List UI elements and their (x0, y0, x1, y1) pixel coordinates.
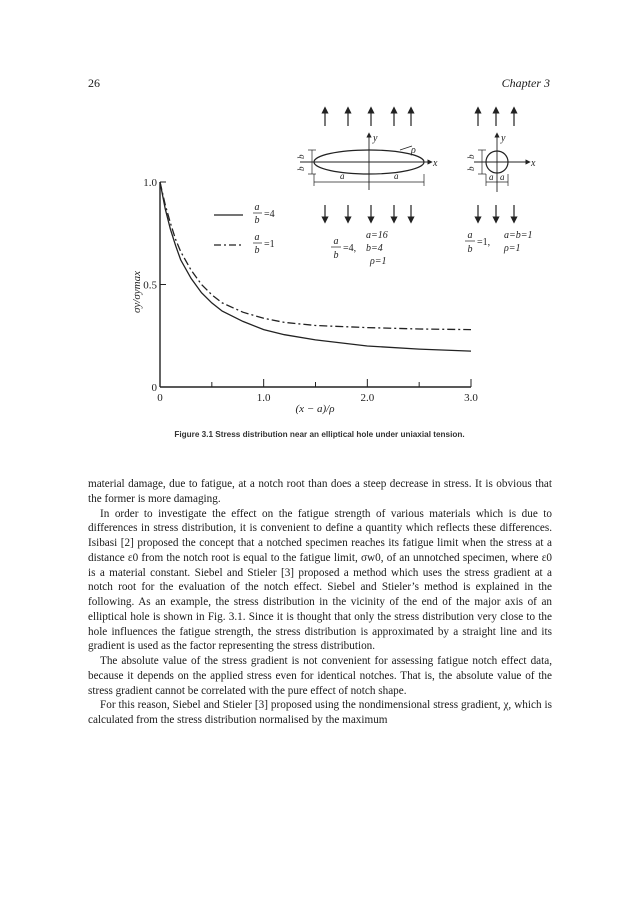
circle-tension-arrows-top (478, 110, 514, 126)
ellipse-param-rho: ρ=1 (370, 256, 387, 267)
legend-1-num: a (254, 202, 260, 213)
x-tick-label: 0 (157, 392, 163, 404)
circle-param-ab: a=b=1 (504, 230, 533, 241)
ellipse-rho-label: ρ (411, 145, 416, 156)
series-line-a-b-1 (160, 182, 471, 330)
body-text (88, 477, 552, 728)
y-tick-label: 0 (151, 382, 157, 394)
ellipse-dim-b-bottom: b (296, 166, 306, 171)
figure-3-1 (0, 0, 639, 430)
tension-arrows-bottom (325, 205, 411, 220)
legend-2-den: b (254, 245, 260, 256)
circle-ratio-value: =1, (477, 237, 491, 248)
x-tick-label: 1.0 (256, 392, 271, 404)
ellipse-ratio-den: b (333, 250, 339, 261)
ellipse-ratio-value: =4, (343, 243, 357, 254)
figure-caption: Figure 3.1 Stress distribution near an elliptical hole under uniaxial tension. (174, 430, 465, 439)
ellipse-dim-b-top: b (296, 154, 306, 159)
ellipse-dim-a-right: a (394, 171, 399, 181)
elliptical-hole-diagram (296, 110, 438, 267)
page-number: 26 (88, 76, 100, 90)
tension-arrows-top (325, 110, 411, 126)
circle-dim-a-left: a (489, 172, 494, 182)
circle-tension-arrows-bottom (478, 205, 514, 220)
legend-1-den: b (254, 215, 260, 226)
circle-dim-b-bottom: b (466, 166, 476, 171)
ellipse-y-label: y (373, 133, 378, 144)
x-axis-label: (x − a)/ρ (295, 403, 335, 415)
y-tick-label: 1.0 (143, 177, 157, 189)
circle-ratio-num: a (467, 230, 473, 241)
paragraph-1: material damage, due to fatigue, at a notch root than does a steep decrease in stress. It is obvious that the former is more damaging. (88, 478, 552, 505)
circle-ratio-den: b (467, 244, 473, 255)
circle-x-label: x (531, 158, 536, 169)
circle-dim-a-right: a (500, 172, 505, 182)
ellipse-param-a: a=16 (366, 230, 388, 241)
circle-y-label: y (501, 133, 506, 144)
running-head: Chapter 3 (501, 76, 550, 90)
ellipse-ratio-num: a (333, 236, 339, 247)
circular-hole-diagram (465, 110, 536, 255)
stress-chart (131, 177, 478, 415)
circle-param-rho: ρ=1 (504, 243, 521, 254)
x-tick-label: 2.0 (360, 392, 375, 404)
ellipse-dim-a-left: a (340, 171, 345, 181)
legend-2-value: =1 (264, 239, 275, 250)
x-tick-label: 3.0 (464, 392, 478, 404)
y-tick-label: 0.5 (143, 279, 157, 292)
legend-1-value: =4 (264, 209, 275, 220)
ellipse-x-label: x (433, 158, 438, 169)
paragraph-4: For this reason, Siebel and Stieler [3] proposed using the nondimensional stress gradient, χ, which is calculated from the stress distribution normalised by the maximum (88, 699, 552, 726)
paragraph-3: The absolute value of the stress gradient is not convenient for assessing fatigue notch effect data, because it depends on the applied stress even for identical notches. That is, the absolute value of the stress gradient cannot be correlated with the pure effect of notch shape. (88, 655, 552, 697)
paragraph-2: In order to investigate the effect on the fatigue strength of various materials which is due to differences in stress distribution, it is convenient to define a quantity which reflects these differences. Isibasi [2] proposed the concept that a notched specimen reaches its fatigue limit when the stress at a distance ε0 from the notch root is equal to the fatigue limit, σw0, of an unnotched specimen, where ε0 is a material constant. Siebel and Stieler [3] proposed a method which uses the stress gradient at a notch root for the evaluation of the notch effect. Siebel and Stieler’s method is explained in the following. As an example, the stress distribution in the vicinity of the end of the major axis of an elliptical hole is shown in Fig. 3.1. Since it is thought that only the stress distribution very close to the hole influences the fatigue strength, the stress distribution is approximated by a straight line and its gradient is used as the factor representing the stress distribution. (88, 507, 552, 653)
legend-2-num: a (254, 232, 260, 243)
y-axis-label: σy/σymax (131, 271, 143, 313)
circle-dim-b-top: b (466, 154, 476, 159)
legend (214, 202, 275, 256)
ellipse-param-b: b=4 (366, 243, 383, 254)
